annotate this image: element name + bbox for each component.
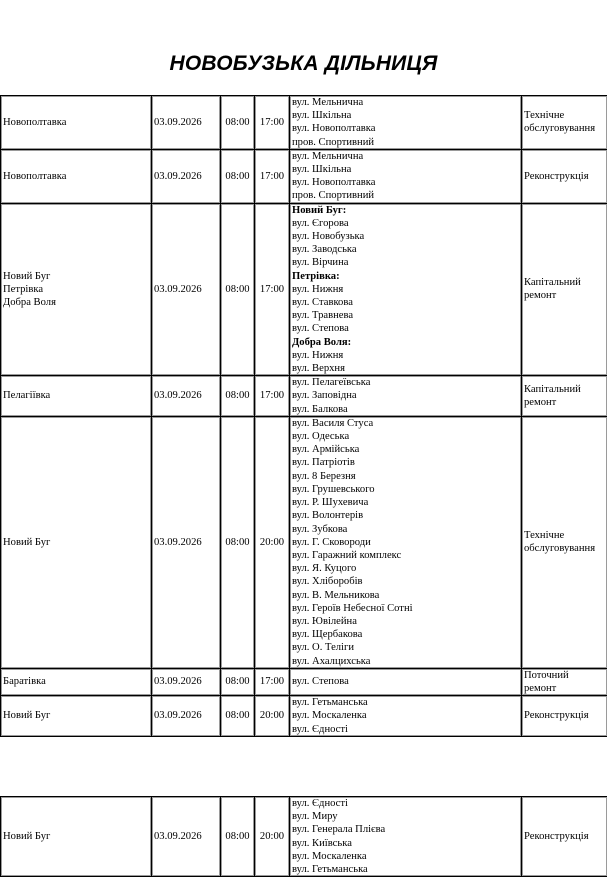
date-cell: 03.09.2026	[152, 96, 221, 150]
street-name: вул. Патріотів	[292, 457, 355, 469]
start-time-cell: 08:00	[221, 203, 255, 376]
table-row	[1, 376, 607, 417]
street-name: вул. Шкільна	[292, 110, 352, 122]
street-name: вул. Степова	[292, 323, 349, 335]
settlement-name: Новополтавка	[3, 116, 67, 128]
settlement-name: Новий Буг	[3, 270, 51, 282]
street-name: вул. О. Теліги	[292, 642, 355, 654]
address-cell	[290, 203, 522, 376]
address-group-heading: Петрівка:	[292, 270, 340, 282]
street-name: вул. Степова	[292, 676, 349, 688]
street-name: вул. Пелагеївська	[292, 377, 371, 389]
settlement-cell	[1, 149, 152, 203]
work-type-text: ремонт	[524, 682, 557, 694]
date-cell: 03.09.2026	[152, 203, 221, 376]
street-name: вул. Заповідна	[292, 390, 357, 402]
street-name: вул. Заводська	[292, 244, 357, 256]
street-name: вул. Я. Куцого	[292, 563, 357, 575]
street-name: вул. Нижня	[292, 283, 344, 295]
settlement-name: Новополтавка	[3, 170, 67, 182]
start-time-cell: 08:00	[221, 696, 255, 737]
street-name: вул. Ахалцихська	[292, 655, 371, 667]
street-name: вул. Новобузька	[292, 231, 365, 243]
settlement-cell	[1, 203, 152, 376]
address-group-heading: Добра Воля:	[292, 336, 352, 348]
end-time-cell: 17:00	[255, 203, 290, 376]
street-name: вул. Єгорова	[292, 217, 349, 229]
work-type-text: обслуговування	[524, 123, 596, 135]
street-name: вул. Гаражний комплекс	[292, 549, 402, 561]
address-cell	[290, 96, 522, 150]
street-name: вул. Зубкова	[292, 523, 348, 535]
table-row	[1, 203, 607, 376]
settlement-cell	[1, 96, 152, 150]
schedule-table-body	[1, 96, 607, 737]
table-row	[1, 696, 607, 737]
work-type-cell	[522, 149, 607, 203]
work-type-text: обслуговування	[524, 543, 596, 555]
street-name: вул. Миру	[292, 811, 338, 823]
street-name: вул. Ставкова	[292, 297, 353, 309]
end-time-cell: 17:00	[255, 96, 290, 150]
settlement-name: Баратівка	[3, 676, 46, 688]
date-cell: 03.09.2026	[152, 376, 221, 417]
work-type-cell	[522, 696, 607, 737]
table-row	[1, 149, 607, 203]
address-group-heading: Новий Буг:	[292, 204, 347, 216]
street-name: вул. Шкільна	[292, 164, 352, 176]
settlement-cell	[1, 376, 152, 417]
table-row	[1, 797, 607, 877]
street-name: вул. Василя Стуса	[292, 417, 374, 429]
settlement-name: Новий Буг	[3, 831, 51, 842]
street-name: вул. Травнева	[292, 310, 354, 322]
street-name: вул. Верхня	[292, 363, 345, 375]
work-type-cell	[522, 96, 607, 150]
work-type-text: Реконструкція	[524, 831, 589, 842]
address-cell	[290, 376, 522, 417]
start-time-cell: 08:00	[221, 668, 255, 695]
end-time-cell: 20:00	[255, 696, 290, 737]
address-cell	[290, 696, 522, 737]
address-cell	[290, 149, 522, 203]
start-time-cell: 08:00	[221, 96, 255, 150]
street-name: вул. Г. Сковороди	[292, 536, 371, 548]
street-name: вул. Хліборобів	[292, 576, 363, 588]
street-name: вул. Нижня	[292, 349, 344, 361]
end-time-cell: 20:00	[255, 416, 290, 668]
address-cell	[290, 668, 522, 695]
street-name: вул. Вірчина	[292, 257, 349, 269]
street-name: вул. Грушевського	[292, 483, 375, 495]
start-time-cell: 08:00	[221, 797, 255, 877]
date-cell: 03.09.2026	[152, 416, 221, 668]
schedule-table-body	[1, 797, 607, 877]
work-type-text: ремонт	[524, 290, 557, 302]
settlement-cell	[1, 797, 152, 877]
street-name: вул. Одеська	[292, 431, 350, 443]
street-name: вул. Новополтавка	[292, 177, 376, 189]
street-name: вул. Героїв Небесної Сотні	[292, 602, 413, 614]
date-cell: 03.09.2026	[152, 668, 221, 695]
address-cell	[290, 797, 522, 877]
street-name: вул. 8 Березня	[292, 470, 356, 482]
street-name: вул. В. Мельникова	[292, 589, 380, 601]
work-type-cell	[522, 797, 607, 877]
end-time-cell: 20:00	[255, 797, 290, 877]
table-row	[1, 668, 607, 695]
street-name: вул. Гетьманська	[292, 697, 368, 709]
date-cell: 03.09.2026	[152, 149, 221, 203]
street-name: вул. Ювілейна	[292, 615, 357, 627]
settlement-name: Новий Буг	[3, 710, 51, 722]
street-name: вул. Гетьманська	[292, 864, 368, 876]
settlement-name: Добра Воля	[3, 297, 56, 309]
work-type-text: Капітальний	[524, 277, 581, 289]
page-title: НОВОБУЗЬКА ДІЛЬНИЦЯ	[169, 52, 438, 75]
street-name: вул. Новополтавка	[292, 123, 376, 135]
schedule-table	[0, 95, 607, 737]
street-name: вул. Генерала Плієва	[292, 824, 386, 836]
settlement-name: Пелагіївка	[3, 390, 51, 402]
table-row	[1, 416, 607, 668]
settlement-name: Петрівка	[3, 283, 44, 295]
street-name: вул. Москаленка	[292, 850, 367, 862]
start-time-cell: 08:00	[221, 376, 255, 417]
start-time-cell: 08:00	[221, 416, 255, 668]
street-name: вул. Єдності	[292, 798, 348, 809]
settlement-name: Новий Буг	[3, 536, 51, 548]
street-name: вул. Єдності	[292, 723, 348, 735]
date-cell: 03.09.2026	[152, 696, 221, 737]
work-type-text: Реконструкція	[524, 710, 589, 722]
work-type-cell	[522, 203, 607, 376]
table-row	[1, 96, 607, 150]
street-name: вул. Балкова	[292, 403, 348, 415]
schedule-table-continued	[0, 796, 607, 877]
work-type-text: Технічне	[524, 110, 565, 122]
work-type-cell	[522, 668, 607, 695]
street-name: вул. Р. Шухевича	[292, 497, 369, 509]
work-type-text: ремонт	[524, 397, 557, 409]
street-name: вул. Москаленка	[292, 710, 367, 722]
street-name: вул. Волонтерів	[292, 510, 364, 522]
start-time-cell: 08:00	[221, 149, 255, 203]
address-cell	[290, 416, 522, 668]
date-cell: 03.09.2026	[152, 797, 221, 877]
street-name: вул. Щербакова	[292, 629, 363, 641]
work-type-text: Технічне	[524, 530, 565, 542]
settlement-cell	[1, 668, 152, 695]
settlement-cell	[1, 416, 152, 668]
street-name: вул. Мельнична	[292, 97, 364, 108]
work-type-text: Поточний	[524, 669, 569, 681]
end-time-cell: 17:00	[255, 149, 290, 203]
work-type-cell	[522, 416, 607, 668]
work-type-text: Реконструкція	[524, 170, 589, 182]
work-type-text: Капітальний	[524, 383, 581, 395]
street-name: пров. Спортивний	[292, 136, 375, 148]
end-time-cell: 17:00	[255, 668, 290, 695]
end-time-cell: 17:00	[255, 376, 290, 417]
street-name: вул. Мельнична	[292, 150, 364, 162]
street-name: пров. Спортивний	[292, 190, 375, 202]
work-type-cell	[522, 376, 607, 417]
settlement-cell	[1, 696, 152, 737]
street-name: вул. Київська	[292, 837, 352, 849]
street-name: вул. Армійська	[292, 444, 360, 456]
